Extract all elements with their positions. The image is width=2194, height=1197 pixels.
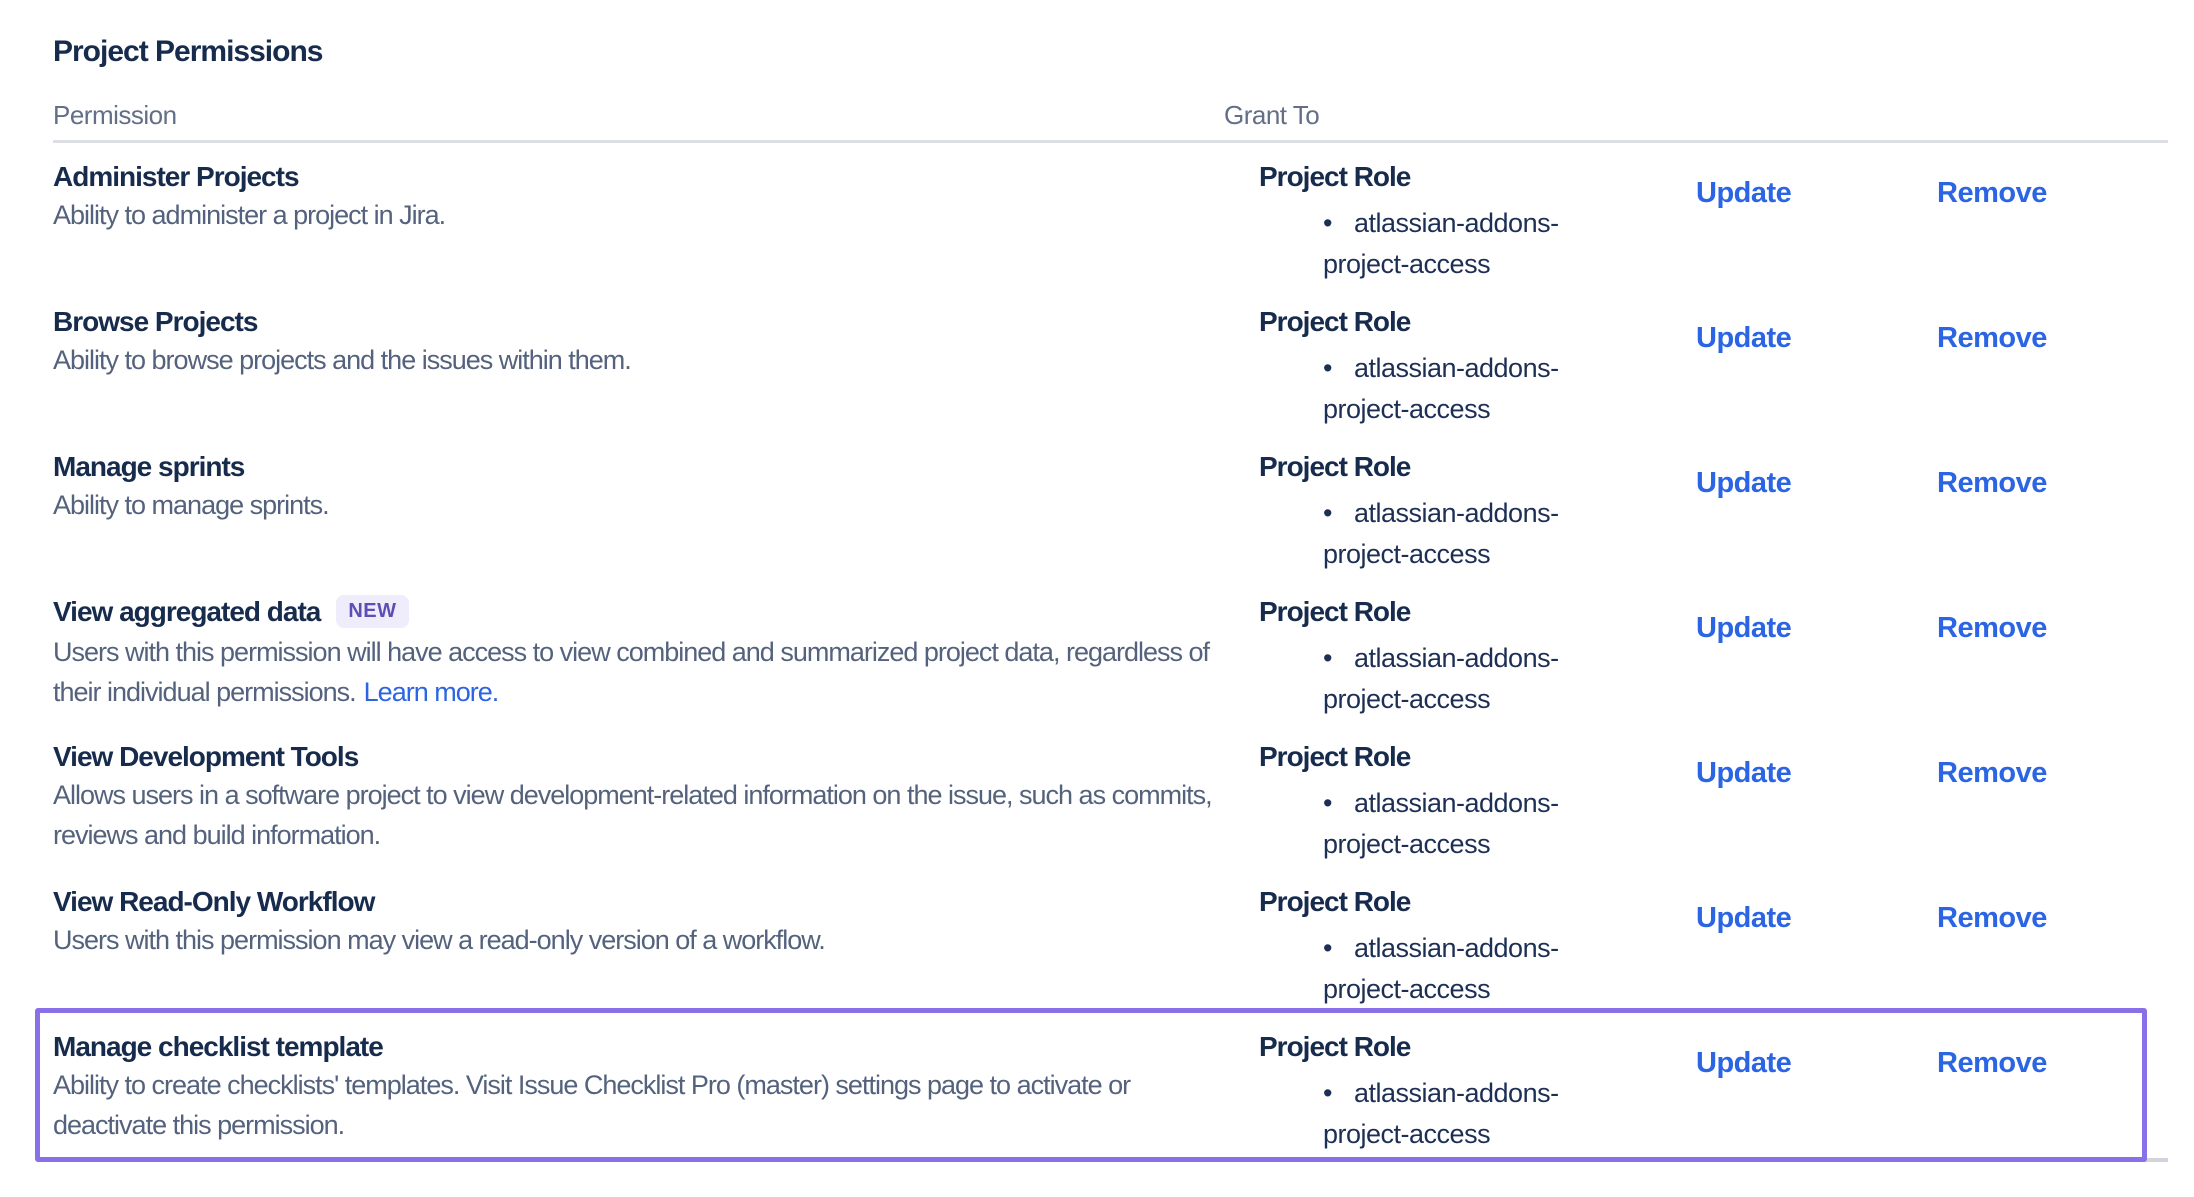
remove-link[interactable]: Remove (1937, 177, 2047, 209)
permission-description (53, 775, 1213, 855)
permission-cell (53, 868, 1224, 1013)
table-row (53, 143, 2168, 288)
learn-more-link[interactable]: Learn more. (363, 677, 499, 707)
update-cell (1696, 1013, 1937, 1158)
permission-title: Browse Projects (53, 306, 258, 337)
remove-cell (1937, 868, 2168, 1013)
update-link[interactable]: Update (1696, 757, 1792, 789)
grant-type: Project Role (1259, 596, 1411, 627)
permission-cell (53, 723, 1224, 868)
permission-description (53, 632, 1213, 712)
grant-role-item: • atlassian-addons-project-access (1323, 783, 1623, 865)
remove-cell (1937, 1013, 2168, 1158)
permission-title: View Read-Only Workflow (53, 886, 375, 917)
permission-title: Manage sprints (53, 451, 245, 482)
permission-title-line (53, 1029, 1224, 1065)
remove-cell (1937, 723, 2168, 868)
grant-role-item: • atlassian-addons-project-access (1323, 1073, 1623, 1155)
grant-to-cell (1224, 433, 1696, 578)
permission-description-text: Ability to browse projects and the issues within them. (53, 345, 631, 375)
update-cell (1696, 288, 1937, 433)
column-header-spacer-remove (1937, 100, 2168, 130)
grant-role-list (1259, 348, 1696, 430)
permission-cell (53, 1013, 1224, 1158)
permissions-rows (53, 143, 2168, 1162)
grant-type: Project Role (1259, 451, 1411, 482)
permission-title: View Development Tools (53, 741, 359, 772)
permission-description-text: Users with this permission may view a read-only version of a workflow. (53, 925, 825, 955)
permission-description (53, 920, 1213, 960)
table-row (53, 723, 2168, 868)
column-header-spacer-update (1696, 100, 1937, 130)
grant-to-cell (1224, 723, 1696, 868)
grant-role-list (1259, 1073, 1696, 1155)
permission-title-line (53, 159, 1224, 195)
column-header-permission: Permission (53, 100, 177, 130)
permission-title-line (53, 449, 1224, 485)
table-row (53, 578, 2168, 723)
permission-title: View aggregated data (53, 596, 321, 627)
grant-role-list (1259, 638, 1696, 720)
permission-title: Manage checklist template (53, 1031, 383, 1062)
grant-type: Project Role (1259, 1031, 1411, 1062)
permission-cell (53, 288, 1224, 433)
permission-cell (53, 433, 1224, 578)
grant-role-item: • atlassian-addons-project-access (1323, 203, 1623, 285)
permission-description-text: Allows users in a software project to view development-related information on the issue, such as commits, reviews and build information. (53, 780, 1212, 850)
grant-role-list (1259, 928, 1696, 1010)
table-header-row (53, 100, 2168, 143)
new-badge: NEW (336, 595, 408, 628)
table-row (53, 1013, 2168, 1158)
permission-description (53, 195, 1213, 235)
permission-title-line (53, 594, 1224, 632)
update-link[interactable]: Update (1696, 1047, 1792, 1079)
grant-to-cell (1224, 578, 1696, 723)
update-link[interactable]: Update (1696, 177, 1792, 209)
permission-description-text: Users with this permission will have access to view combined and summarized project data, regardless of their individual permissions. (53, 637, 1210, 707)
permission-cell (53, 143, 1224, 288)
remove-cell (1937, 288, 2168, 433)
grant-to-cell (1224, 288, 1696, 433)
update-link[interactable]: Update (1696, 467, 1792, 499)
remove-cell (1937, 143, 2168, 288)
grant-to-cell (1224, 1013, 1696, 1158)
table-row (53, 288, 2168, 433)
permission-description (53, 1065, 1213, 1145)
permission-cell (53, 578, 1224, 723)
permission-title-line (53, 739, 1224, 775)
permission-description-text: Ability to manage sprints. (53, 490, 329, 520)
permission-title: Administer Projects (53, 161, 299, 192)
grant-role-item: • atlassian-addons-project-access (1323, 638, 1623, 720)
grant-type: Project Role (1259, 886, 1411, 917)
update-cell (1696, 143, 1937, 288)
remove-link[interactable]: Remove (1937, 902, 2047, 934)
grant-type: Project Role (1259, 161, 1411, 192)
update-cell (1696, 433, 1937, 578)
update-cell (1696, 578, 1937, 723)
grant-role-item: • atlassian-addons-project-access (1323, 348, 1623, 430)
grant-type: Project Role (1259, 741, 1411, 772)
update-link[interactable]: Update (1696, 902, 1792, 934)
grant-role-list (1259, 493, 1696, 575)
grant-type: Project Role (1259, 306, 1411, 337)
grant-to-cell (1224, 143, 1696, 288)
remove-cell (1937, 433, 2168, 578)
permission-description-text: Ability to administer a project in Jira. (53, 200, 446, 230)
remove-link[interactable]: Remove (1937, 322, 2047, 354)
remove-link[interactable]: Remove (1937, 612, 2047, 644)
remove-link[interactable]: Remove (1937, 757, 2047, 789)
grant-role-list (1259, 203, 1696, 285)
permission-description (53, 340, 1213, 380)
permission-title-line (53, 304, 1224, 340)
page-title: Project Permissions (53, 35, 323, 68)
table-row (53, 433, 2168, 578)
permission-description (53, 485, 1213, 525)
grant-to-cell (1224, 868, 1696, 1013)
table-row (53, 868, 2168, 1013)
remove-link[interactable]: Remove (1937, 467, 2047, 499)
column-header-grant-to: Grant To (1224, 100, 1320, 130)
grant-role-item: • atlassian-addons-project-access (1323, 493, 1623, 575)
permission-description-text: Ability to create checklists' templates. Visit Issue Checklist Pro (master) settings page to activate or deactivate this permission. (53, 1070, 1131, 1140)
update-cell (1696, 868, 1937, 1013)
grant-role-list (1259, 783, 1696, 865)
update-link[interactable]: Update (1696, 322, 1792, 354)
update-link[interactable]: Update (1696, 612, 1792, 644)
update-cell (1696, 723, 1937, 868)
remove-link[interactable]: Remove (1937, 1047, 2047, 1079)
remove-cell (1937, 578, 2168, 723)
grant-role-item: • atlassian-addons-project-access (1323, 928, 1623, 1010)
permission-title-line (53, 884, 1224, 920)
